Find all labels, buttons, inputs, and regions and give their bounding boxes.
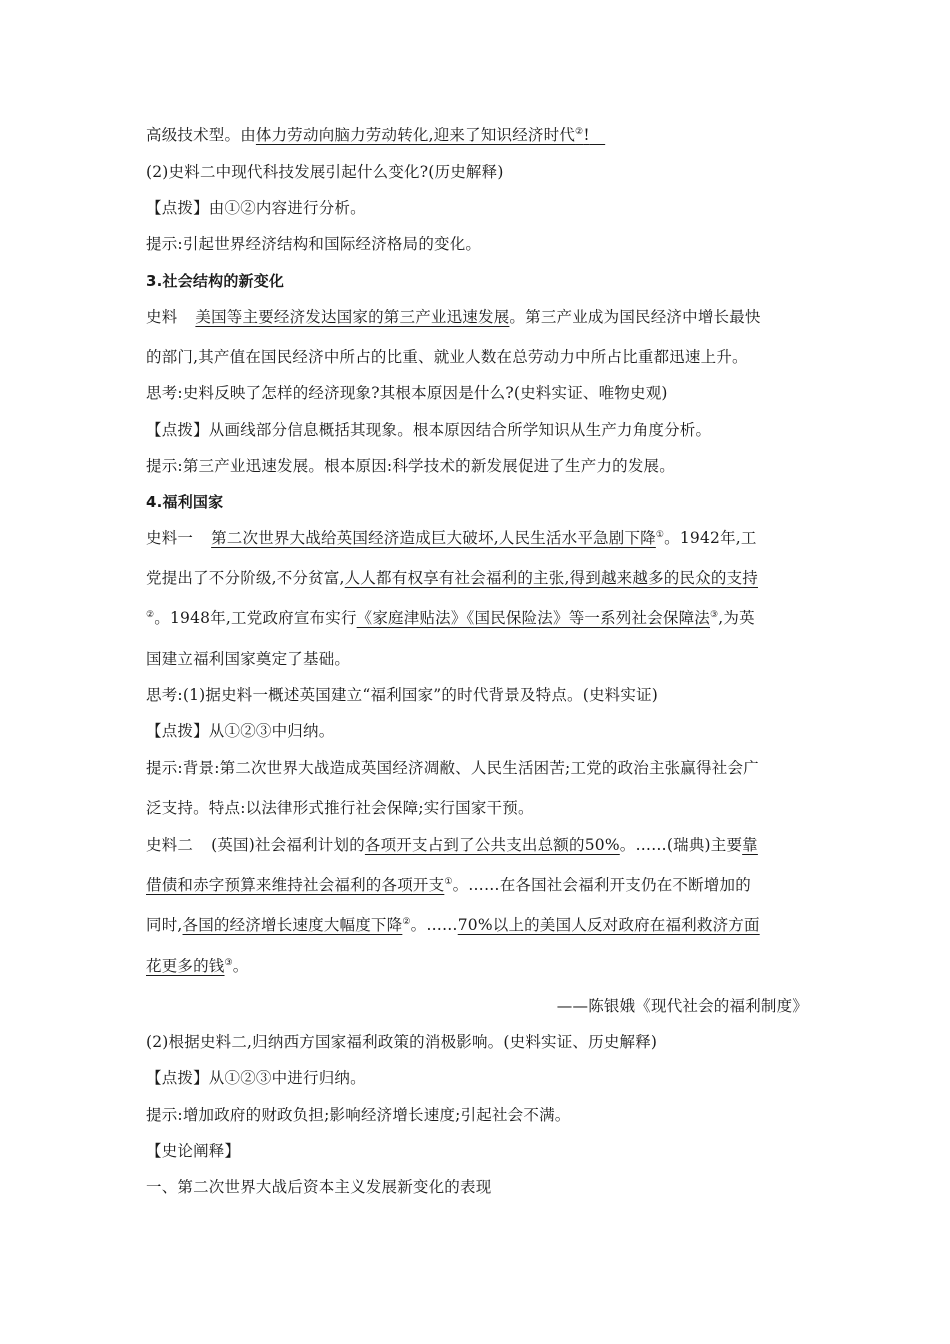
section-label: 【史论阐释】 [146, 1142, 241, 1160]
text-line: 国建立福利国家奠定了基础。 [146, 650, 351, 668]
text-line: 的部门,其产值在国民经济中所占的比重、就业人数在总劳动力中所占比重都迅速上升。 [146, 348, 748, 366]
text-line: 借债和赤字预算来维持社会福利的各项开支①。……在各国社会福利开支仍在不断增加的 [146, 876, 751, 894]
underlined-text: 人人都有权享有社会福利的主张,得到越来越多的民众的支持 [344, 569, 758, 587]
underlined-text: 美国等主要经济发达国家的第三产业迅速发展 [195, 308, 510, 326]
underlined-text: 各国的经济增长速度大幅度下降 [182, 916, 403, 934]
underlined-text: 70%以上的美国人反对政府在福利救济方面 [457, 916, 760, 934]
hint-line: 【点拨】由①②内容进行分析。 [146, 199, 366, 217]
answer-line: 提示:第三产业迅速发展。根本原因:科学技术的新发展促进了生产力的发展。 [146, 457, 675, 475]
source-line: 史料 美国等主要经济发达国家的第三产业迅速发展。第三产业成为国民经济中增长最快 [146, 308, 761, 326]
section-heading: 3.社会结构的新变化 [146, 272, 285, 290]
underlined-text: 各项开支占到了公共支出总额的50% [364, 836, 620, 854]
section-heading: 4.福利国家 [146, 493, 224, 511]
answer-line: 提示:增加政府的财政负担;影响经济增长速度;引起社会不满。 [146, 1106, 571, 1124]
question-line: (2)史料二中现代科技发展引起什么变化?(历史解释) [146, 163, 504, 181]
question-line: 思考:史料反映了怎样的经济现象?其根本原因是什么?(史料实证、唯物史观) [146, 384, 668, 402]
text-line: 高级技术型。由体力劳动向脑力劳动转化,迎来了知识经济时代②! [146, 124, 808, 146]
source-line: 史料一 第二次世界大战给英国经济造成巨大破坏,人民生活水平急剧下降①。1942年,工 [146, 529, 757, 547]
question-line: (2)根据史料二,归纳西方国家福利政策的消极影响。(史料实证、历史解释) [146, 1033, 658, 1051]
citation-line: ——陈银娥《现代社会的福利制度》 [556, 997, 808, 1015]
question-line: 思考:(1)据史料一概述英国建立“福利国家”的时代背景及特点。(史料实证) [146, 686, 659, 704]
underlined-text: 借债和赤字预算来维持社会福利的各项开支 [146, 876, 445, 894]
source-line: 史料二 (英国)社会福利计划的各项开支占到了公共支出总额的50%。……(瑞典)主要靠 [146, 836, 758, 854]
answer-line: 提示:背景:第二次世界大战造成英国经济凋敝、人民生活困苦;工党的政治主张赢得社会广 [146, 759, 759, 777]
text-line: 党提出了不分阶级,不分贫富,人人都有权享有社会福利的主张,得到越来越多的民众的支持 [146, 569, 758, 587]
hint-line: 【点拨】从画线部分信息概括其现象。根本原因结合所学知识从生产力角度分析。 [146, 421, 712, 439]
underlined-text: 靠 [742, 836, 758, 854]
text-line: 花更多的钱③。 [146, 957, 249, 975]
hint-line: 【点拨】从①②③中归纳。 [146, 722, 335, 740]
text-line: 泛支持。特点:以法律形式推行社会保障;实行国家干预。 [146, 799, 534, 817]
text-line: 同时,各国的经济增长速度大幅度下降②。……70%以上的美国人反对政府在福利救济方面 [146, 916, 760, 934]
text-line: ②。1948年,工党政府宣布实行《家庭津贴法》《国民保险法》等一系列社会保障法③,为英 [146, 609, 755, 627]
underlined-text: 第二次世界大战给英国经济造成巨大破坏,人民生活水平急剧下降 [211, 529, 656, 547]
subsection-heading: 一、第二次世界大战后资本主义发展新变化的表现 [146, 1178, 492, 1196]
underlined-text: 体力劳动向脑力劳动转化,迎来了知识经济时代②! [255, 126, 590, 144]
answer-line: 提示:引起世界经济结构和国际经济格局的变化。 [146, 235, 482, 253]
underlined-text: 花更多的钱 [146, 957, 225, 975]
underlined-text: 《家庭津贴法》《国民保险法》等一系列社会保障法 [356, 609, 711, 627]
hint-line: 【点拨】从①②③中进行归纳。 [146, 1069, 366, 1087]
